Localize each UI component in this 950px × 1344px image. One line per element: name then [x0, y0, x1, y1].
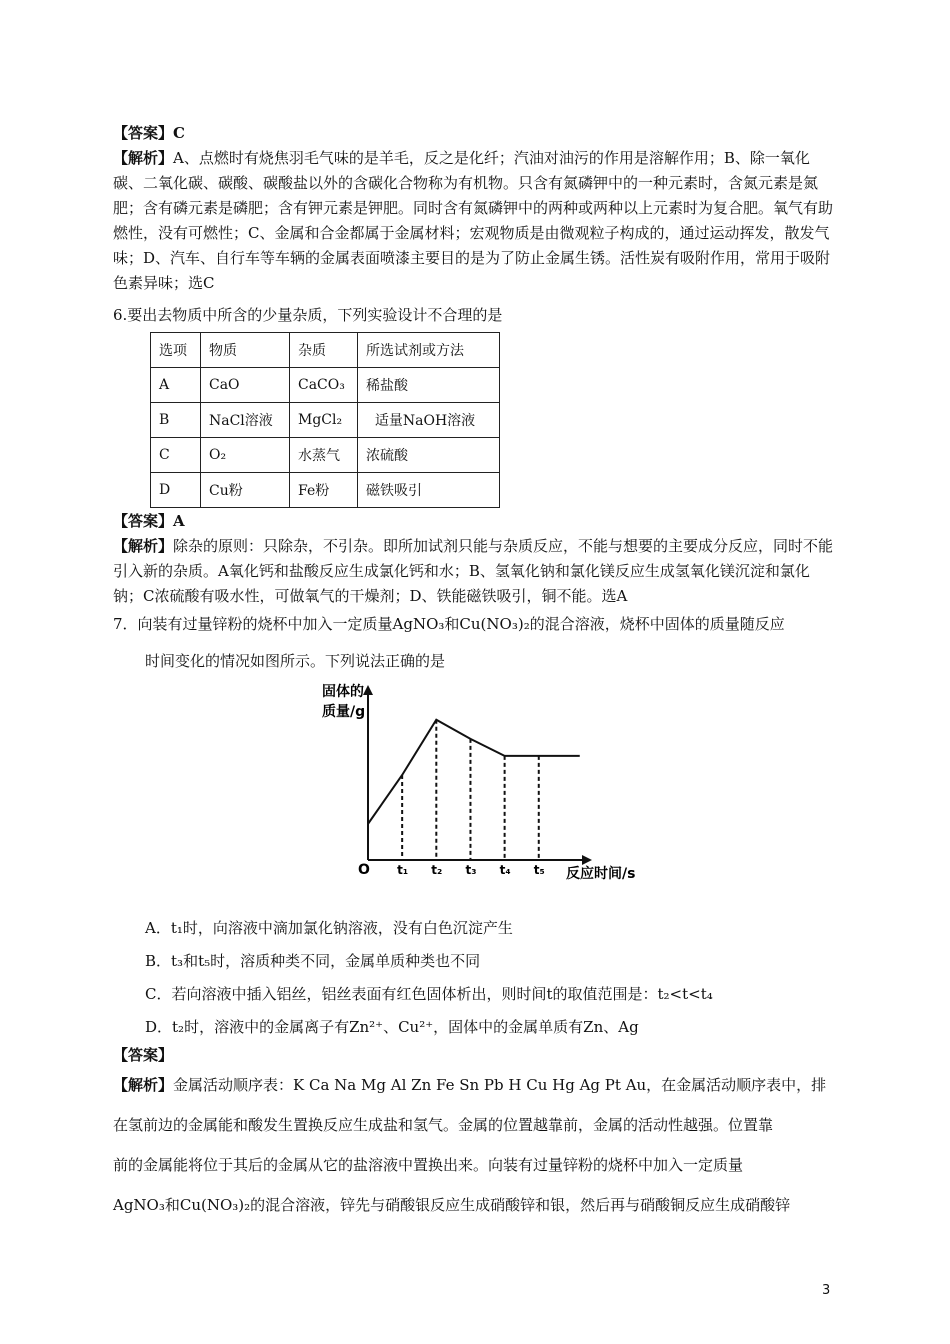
table-cell: D [151, 473, 201, 508]
q5-analysis-text: A、点燃时有烧焦羽毛气味的是羊毛，反之是化纤；汽油对油污的作用是溶解作用；B、除一氧化碳、二氧化碳、碳酸、碳酸盐以外的含碳化合物称为有机物。只含有氮磷钾中的一种元素时，含氮元素是氮肥；含有磷元素是磷肥；含有钾元素是钾肥。同时含有氮磷钾中的两种或两种以上元素时为复合肥。氧气有助燃性，没有可燃性；C、金属和合金都属于金属材料；宏观物质是由微观粒子构成的，通过运动挥发，散发气味；D、汽车、自行车等车辆的金属表面喷漆主要目的是为了防止金属生锈。活性炭有吸附作用，常用于吸附色素异味；选C [113, 149, 834, 292]
table-row [151, 438, 500, 473]
q5-answer: 【答案】C [113, 124, 185, 142]
table-header-cell: 所选试剂或方法 [358, 333, 500, 368]
table-cell: A [151, 368, 201, 403]
q6-analysis-label: 【解析】 [113, 537, 174, 555]
table-row [151, 368, 500, 403]
mass-time-chart [320, 682, 650, 882]
q6-options-table [150, 332, 500, 508]
y-axis-label-line2: 质量/g [322, 704, 366, 720]
x-axis-arrow-icon [582, 855, 592, 865]
q5-analysis [113, 146, 838, 296]
q7-stem-line2: 时间变化的情况如图所示。下列说法正确的是 [145, 652, 446, 670]
table-cell: NaCl溶液 [201, 403, 290, 438]
tick-label-4: t₄ [499, 863, 511, 877]
y-axis-arrow-icon [363, 685, 373, 695]
table-header-cell: 杂质 [290, 333, 358, 368]
q7-analysis-text: 金属活动顺序表：K Ca Na Mg Al Zn Fe Sn Pb H Cu Hg Ag Pt Au，在金属活动顺序表中，排 [173, 1076, 827, 1094]
table-cell: Cu粉 [201, 473, 290, 508]
q7-analysis-line1 [113, 1074, 838, 1096]
page-number: 3 [822, 1283, 831, 1298]
x-axis-label: 反应时间/s [566, 866, 636, 882]
tick-label-3: t₃ [465, 863, 477, 877]
series-line [368, 720, 580, 824]
table-cell: O₂ [201, 438, 290, 473]
tick-label-5: t₅ [533, 863, 545, 877]
table-cell: 适量NaOH溶液 [358, 403, 500, 438]
q7-choice-d: D．t₂时，溶液中的金属离子有Zn²⁺、Cu²⁺，固体中的金属单质有Zn、Ag [145, 1018, 639, 1036]
tick-label-2: t₂ [431, 863, 443, 877]
table-row [151, 473, 500, 508]
q7-analysis-line2: 在氢前边的金属能和酸发生置换反应生成盐和氢气。金属的位置越靠前，金属的活动性越强。位置靠 [113, 1116, 774, 1134]
y-axis-label-line1: 固体的 [322, 684, 364, 700]
table-cell: 磁铁吸引 [358, 473, 500, 508]
table-cell: CaCO₃ [290, 368, 358, 403]
q6-answer: 【答案】A [113, 512, 185, 530]
table-cell: CaO [201, 368, 290, 403]
q7-analysis-line4: AgNO₃和Cu(NO₃)₂的混合溶液，锌先与硝酸银反应生成硝酸锌和银，然后再与硝酸铜反应生成硝酸锌 [113, 1196, 791, 1214]
table-cell: B [151, 403, 201, 438]
table-cell: MgCl₂ [290, 403, 358, 438]
q7-analysis-label: 【解析】 [113, 1076, 174, 1094]
table-row [151, 403, 500, 438]
table-cell: 水蒸气 [290, 438, 358, 473]
q6-stem: 6.要出去物质中所含的少量杂质，下列实验设计不合理的是 [113, 306, 503, 324]
table-cell: 浓硫酸 [358, 438, 500, 473]
q5-analysis-label: 【解析】 [113, 149, 174, 167]
q7-choice-b: B．t₃和t₅时，溶质种类不同，金属单质种类也不同 [145, 952, 481, 970]
table-cell: C [151, 438, 201, 473]
q7-choice-a: A．t₁时，向溶液中滴加氯化钠溶液，没有白色沉淀产生 [145, 919, 513, 937]
table-cell: Fe粉 [290, 473, 358, 508]
tick-label-1: t₁ [397, 863, 409, 877]
table-header-cell: 选项 [151, 333, 201, 368]
q7-analysis-line3: 前的金属能将位于其后的金属从它的盐溶液中置换出来。向装有过量锌粉的烧杯中加入一定质量 [113, 1156, 744, 1174]
table-header-row [151, 333, 500, 368]
q7-answer: 【答案】 [113, 1046, 174, 1064]
q7-stem-line1: 7．向装有过量锌粉的烧杯中加入一定质量AgNO₃和Cu(NO₃)₂的混合溶液，烧杯中固体的质量随反应 [113, 615, 785, 633]
q7-choice-c: C．若向溶液中插入铝丝，铝丝表面有红色固体析出，则时间t的取值范围是：t₂<t<t₄ [145, 985, 713, 1003]
table-cell: 稀盐酸 [358, 368, 500, 403]
q6-analysis [113, 534, 838, 609]
origin-label: O [358, 862, 370, 878]
table-header-cell: 物质 [201, 333, 290, 368]
q6-analysis-text: 除杂的原则：只除杂，不引杂。即所加试剂只能与杂质反应，不能与想要的主要成分反应，同时不能引入新的杂质。A氧化钙和盐酸反应生成氯化钙和水；B、氢氧化钠和氯化镁反应生成氢氧化镁沉淀和氯化钠；C浓硫酸有吸水性，可做氧气的干燥剂；D、铁能磁铁吸引，铜不能。选A [113, 537, 834, 605]
